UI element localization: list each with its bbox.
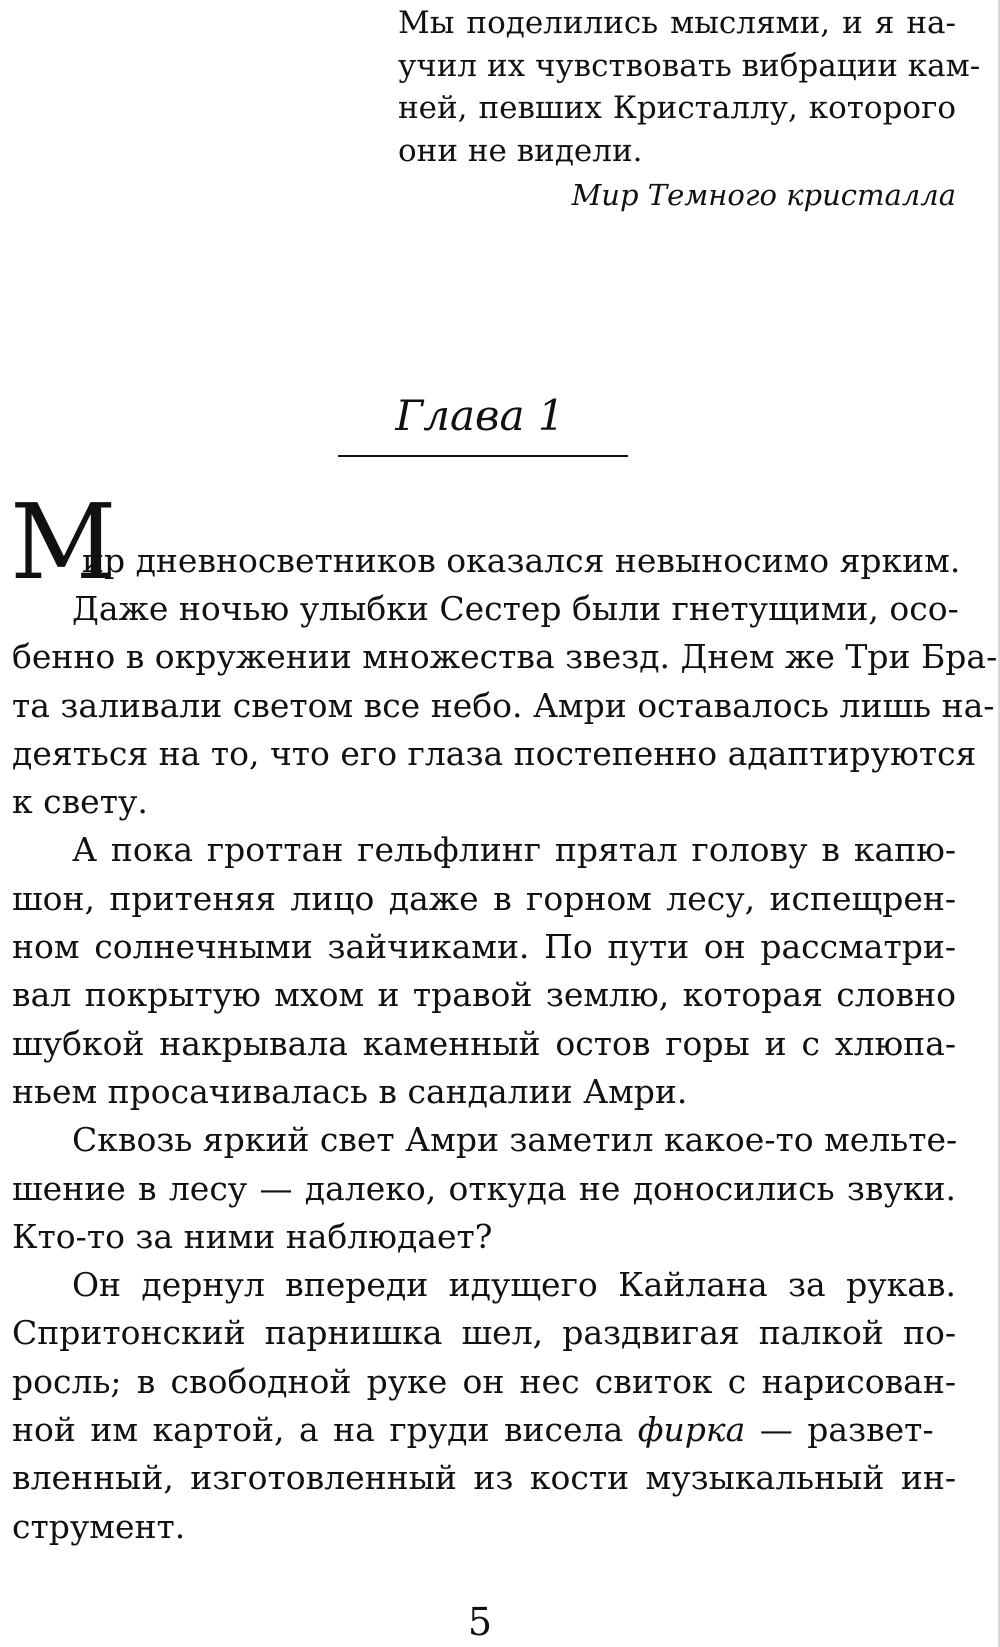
text-line: вленный, изготовленный из кости музыкальный ин-: [12, 1458, 956, 1498]
text-line: шение в лесу — далеко, откуда не доносились звуки.: [12, 1168, 956, 1208]
epigraph-source: Мир Темного кристалла: [571, 178, 956, 212]
body-text: [12, 585, 998, 1551]
page-number: 5: [467, 1600, 493, 1644]
text-line: деяться на то, что его глаза постепенно адаптируются: [12, 733, 977, 773]
text-line: вал покрытую мхом и травой землю, которая словно: [12, 975, 956, 1015]
text-line: А пока гроттан гельфлинг прятал голову в капю-: [72, 830, 956, 870]
text-line: росль; в свободной руке он нес свиток с нарисован-: [12, 1361, 956, 1401]
epigraph: [398, 2, 981, 216]
text-line: ньем просачивалась в сандалии Амри.: [12, 1071, 688, 1111]
text-line: ном солнечными зайчиками. По пути он рассматри-: [12, 927, 956, 967]
epigraph-line: они не видели.: [398, 132, 643, 169]
epigraph-line: Мы поделились мыслями, и я на-: [398, 5, 956, 41]
text-line: к свету.: [12, 782, 148, 822]
text-line: струмент.: [12, 1506, 186, 1546]
text-line: Спритонский парнишка шел, раздвигая палкой по-: [12, 1313, 956, 1353]
text-line: Сквозь яркий свет Амри заметил какое-то мельте-: [72, 1120, 958, 1160]
epigraph-line: ней, певших Кристаллу, которого: [398, 90, 956, 126]
chapter-title: Глава 1: [395, 391, 565, 440]
text-fragment: — развет-: [745, 1410, 934, 1450]
text-line: шубкой накрывала каменный остов горы и с хлюпа-: [12, 1023, 956, 1063]
text-line: та заливали светом все небо. Амри оставалось лишь на-: [12, 685, 995, 725]
text-line: бенно в окружении множества звезд. Днем же Три Бра-: [12, 637, 998, 677]
chapter-divider: [338, 455, 628, 457]
epigraph-line: учил их чувствовать вибрации кам-: [398, 47, 981, 84]
first-line: [82, 537, 961, 585]
text-line: Он дернул впереди идущего Кайлана за рукав.: [72, 1265, 956, 1305]
text-line: ир дневносветников оказался невыносимо ярким.: [82, 541, 961, 580]
text-line: Даже ночью улыбки Сестер были гнетущими, осо-: [72, 589, 959, 628]
text-line-with-italic: [12, 1406, 956, 1454]
italic-term: фирка: [637, 1410, 746, 1450]
text-line: Кто-то за ними наблюдает?: [12, 1216, 493, 1256]
text-fragment: ной им картой, а на груди висела: [12, 1410, 638, 1450]
text-line: шон, притеняя лицо даже в горном лесу, испещрен-: [12, 878, 956, 918]
drop-cap: М: [10, 481, 115, 603]
